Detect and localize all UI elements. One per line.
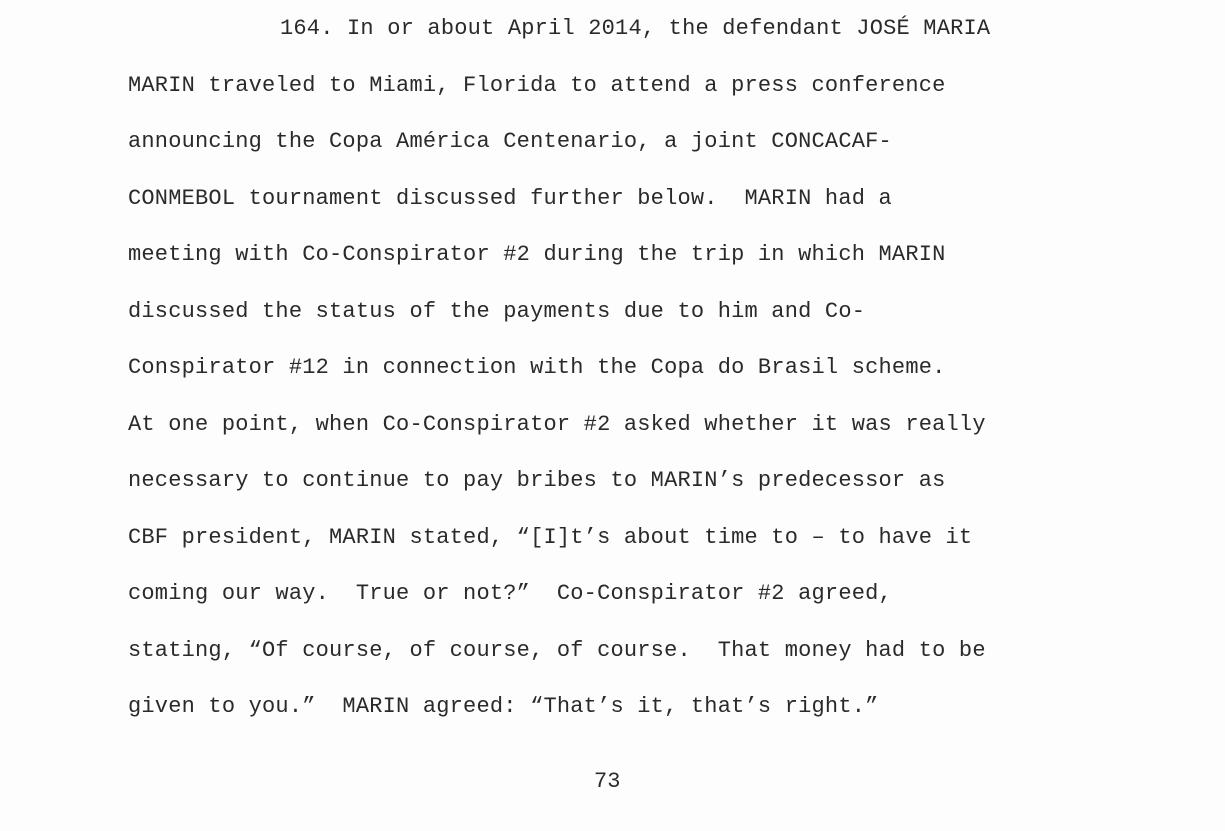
paragraph-line-8: At one point, when Co-Conspirator #2 asked whether it was really (128, 412, 986, 437)
paragraph-line-13: given to you.” MARIN agreed: “That’s it, that’s right.” (128, 694, 879, 719)
paragraph-line-5: meeting with Co-Conspirator #2 during the trip in which MARIN (128, 242, 946, 267)
paragraph-line-11: coming our way. True or not?” Co-Conspirator #2 agreed, (128, 581, 892, 606)
paragraph-line-10: CBF president, MARIN stated, “[I]t’s about time to – to have it (128, 525, 973, 550)
paragraph-line-3: announcing the Copa América Centenario, a joint CONCACAF- (128, 129, 892, 154)
paragraph-line-2: MARIN traveled to Miami, Florida to attend a press conference (128, 73, 946, 98)
paragraph-line-6: discussed the status of the payments due to him and Co- (128, 299, 866, 324)
paragraph-line-9: necessary to continue to pay bribes to MARIN’s predecessor as (128, 468, 946, 493)
paragraph-line-4: CONMEBOL tournament discussed further below. MARIN had a (128, 186, 892, 211)
paragraph-line-1: 164. In or about April 2014, the defendant JOSÉ MARIA (280, 16, 991, 41)
paragraph-line-7: Conspirator #12 in connection with the Copa do Brasil scheme. (128, 355, 946, 380)
page-number: 73 (594, 769, 621, 794)
paragraph-line-12: stating, “Of course, of course, of course. That money had to be (128, 638, 986, 663)
